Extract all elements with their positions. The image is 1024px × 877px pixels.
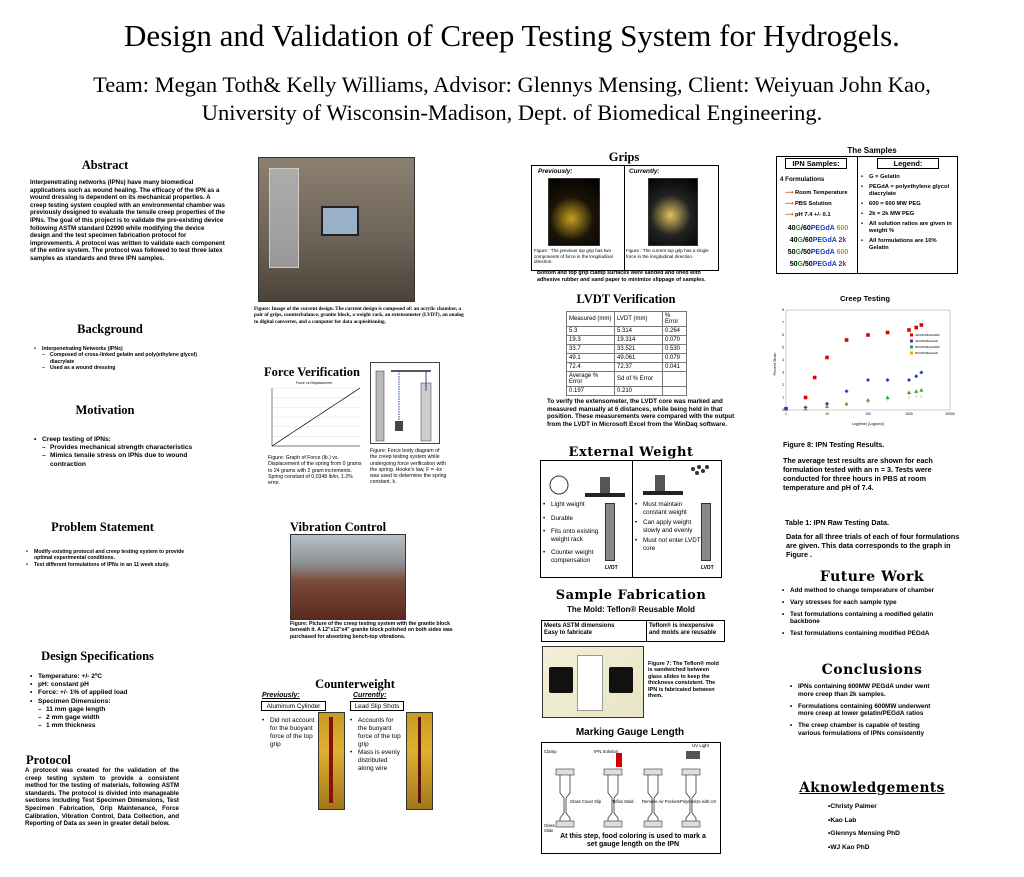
- table-row: 0.197 0.210: [567, 387, 687, 396]
- vibration-heading: Vibration Control: [289, 520, 387, 534]
- glass-slide-label: Glass Slide: [544, 823, 555, 833]
- conditions-list: ⟶ Room Temperature ⟶ PBS Solution ⟶ pH 7.4 +/- 0.1: [785, 190, 848, 218]
- list-item: • Mass is evenly distributed along wire: [350, 749, 404, 773]
- list-item: •Christy Palmer: [828, 803, 877, 810]
- lvdt-core-icon: [701, 503, 711, 561]
- gauge-diagram: [541, 742, 721, 854]
- legend-swatch: [910, 346, 913, 349]
- creep-chart-svg: [772, 304, 957, 429]
- list-item: • IPNs containing 600MW PEGdA under went more creep than 2k samples.: [790, 683, 940, 699]
- acknowledgements-heading: Aknowledgements: [799, 780, 945, 796]
- creep-xlabel: Log(time) (Log(sec)): [851, 422, 885, 426]
- list-item: – Provides mechanical strength characteristics: [42, 444, 209, 452]
- problem-list: [26, 549, 186, 568]
- glass-cover-slip-label: Glass Cover Slip: [570, 799, 602, 804]
- data-point: ×: [914, 393, 918, 399]
- lvdt-core-icon: [605, 503, 615, 561]
- legend-swatch: [910, 340, 913, 343]
- list-item: • Did not account for the buoyant force of the top grip: [262, 717, 316, 749]
- formulations-label: 4 Formulations: [780, 176, 825, 183]
- table-row: 5.3 5.314 0.264: [567, 327, 687, 336]
- list-item: • Vary stresses for each sample type: [782, 599, 960, 607]
- binder-clip-icon: [609, 667, 633, 693]
- table-header-cell: Measured (mm): [567, 312, 615, 327]
- formula-item: 40G/60PEGdA 2k: [789, 237, 847, 244]
- y-tick-label: 5: [782, 345, 784, 350]
- remove-air-label: Remove Air Pockets: [642, 799, 680, 804]
- x-tick-label: 10000: [945, 412, 955, 416]
- arrow-right-icon: ⟶: [785, 212, 794, 218]
- lvdt-label-right: LVDT: [701, 565, 714, 571]
- list-item: • Must not enter LVDT core: [635, 537, 701, 552]
- data-point: [920, 323, 924, 327]
- y-tick-label: 4: [782, 358, 784, 363]
- background-heading: Background: [77, 322, 143, 336]
- list-item: •Kao Lab: [828, 816, 857, 824]
- list-item: • Light weight: [543, 501, 605, 509]
- lead-counterweight-photo: [406, 712, 433, 810]
- list-item: • Formulations containing 600MW underwent more creep at lower gelatin/PEGdA ratios: [790, 703, 940, 719]
- lead-slip-shots-box: Lead Slip Shots: [350, 701, 404, 711]
- formula-list: [781, 223, 855, 271]
- table-row: Average % Error Sd of % Error: [567, 372, 687, 387]
- motivation-list: [34, 436, 209, 469]
- data-point: [919, 371, 923, 375]
- background-list: [34, 346, 209, 371]
- grips-heading: Grips: [608, 150, 640, 164]
- data-point: ×: [845, 402, 848, 408]
- grips-curr-label: Currently:: [629, 168, 660, 175]
- list-item: • 2k = 2k MW PEG: [861, 211, 957, 218]
- y-tick-label: 0: [782, 408, 784, 413]
- force-chart: [262, 378, 366, 453]
- list-item: – Used as a wound dressing: [42, 365, 209, 371]
- list-item: • Fits onto existing weight rack: [543, 528, 605, 543]
- poster-title: Design and Validation of Creep Testing System for Hydrogels.: [124, 18, 900, 53]
- list-item: • Accounts for the buoyant force of the top grip: [350, 717, 404, 749]
- acknowledgements-list: [828, 800, 948, 854]
- counterweight-prev-label: Previously:: [262, 692, 300, 699]
- y-tick-label: 3: [782, 370, 784, 375]
- y-tick-label: 6: [782, 333, 784, 338]
- list-item: • PEGdA = polyethylene glycol diacrylate: [861, 184, 957, 198]
- x-tick-label: 1000: [905, 412, 913, 416]
- creep-heading: Creep Testing: [839, 294, 891, 303]
- data-point: ×: [825, 405, 829, 410]
- counterweight-prev-list: [262, 717, 316, 749]
- teflon-mold-photo: [542, 646, 644, 718]
- uv-light-label: UV Light: [692, 743, 709, 748]
- list-item: • Test different formulations of IPNs in an 11 week study.: [26, 562, 186, 568]
- list-item: • G = Gelatin: [861, 174, 957, 181]
- grips-curr-caption: Figure : The current top grip has a single force in the longitudinal direction.: [626, 248, 709, 259]
- y-tick-label: 7: [782, 320, 784, 325]
- list-item: • 600 = 600 MW PEG: [861, 201, 957, 208]
- list-item: – 2 mm gage width: [38, 714, 200, 722]
- current-grip-photo: [648, 178, 698, 246]
- list-item: • Modify existing protocol and creep testing system to provide optimal experimental conditions.: [26, 549, 186, 562]
- binder-clip-icon: [549, 667, 573, 693]
- list-item: • Must maintain constant weight: [635, 501, 701, 516]
- granite-block-photo: [290, 534, 406, 620]
- formula-item: 40G/60PEGdA 600: [787, 225, 849, 232]
- grips-prev-caption: Figure : The previous top grip has two components of force in the longitudinal direction.: [534, 248, 613, 265]
- data-point: ×: [866, 400, 870, 405]
- previous-grip-photo: [548, 178, 600, 246]
- polymerize-label: Polymerize with UV: [680, 799, 717, 804]
- data-point: ×: [804, 406, 807, 412]
- lvdt-table: [566, 311, 687, 396]
- data-point: [907, 378, 911, 382]
- table-row: 33.7 33.521 0.530: [567, 345, 687, 354]
- list-item: – Composed of cross-linked gelatin and poly(ethylene glycol) diacrylate: [42, 352, 209, 365]
- data-point: [914, 326, 918, 330]
- list-item: – 1 mm thickness: [38, 722, 200, 730]
- list-item: • Test formulations containing modified PEGdA: [782, 630, 960, 638]
- protocol-heading: Protocol: [26, 753, 71, 767]
- list-item: • Interpenetrating Networks (IPNs): [34, 346, 209, 352]
- creep-fig-caption: Figure 8: IPN Testing Results.: [783, 440, 885, 449]
- abstract-text: Interpenetrating networks (IPNs) have many biomedical applications such as wound healing. The efficacy of the IPN as a wound dressing is dependent on its mechanical properties. A creep testing system coupled with an environmental chamber was previously designed to evaluate the tensile creep properties of the IPNs. The goal of this project is to validate the pre-existing device following ASTM standard D2990 while modifying the device design and the test specimen fabrication protocol for improvements. A protocol was written to validate each component of the entire system. The protocol was followed to test three latex samples as standards and three IPN samples.: [30, 179, 225, 262]
- table-header-row: [567, 312, 687, 327]
- abstract-heading: Abstract: [81, 158, 129, 172]
- grips-note: Bottom and top grip clamp surfaces were sanded and lined with adhesive rubber and sand paper to minimize slippage of samples.: [537, 270, 706, 283]
- computer-monitor-icon: [321, 206, 359, 236]
- list-item: • Can apply weight slowly and evenly: [635, 519, 701, 534]
- fabrication-caption: Figure 7: The Teflon® mold is sandwiched between glass slides to keep the thickness consistent. The IPN is fabricated between them.: [648, 661, 719, 700]
- data-point: [907, 328, 911, 332]
- arrow-right-icon: ⟶: [785, 201, 794, 207]
- lvdt-text: To verify the extensometer, the LVDT core was marked and measured manually at 6 distances, while being held in that position. These measurements were compared with the output from the LVDT in Microsoft Excel from the WinDaq software.: [547, 398, 735, 428]
- legend-label: 50G/50PEGdA600: [915, 345, 940, 349]
- teflon-mold-label: Teflon Mold: [612, 799, 634, 804]
- protocol-text: A protocol was created for the validation of the creep testing system to provide a consistent method for the testing of materials, following ASTM standards. The protocol is divided into manageable sections including Test Specimen Dimensions, Test Specimen Fabrication, Grip Maintenance, Force Calibration, Vibration Control, Data Collection, and Reporting of Data as seen in greater detail below.: [25, 767, 179, 828]
- creep-text: The average test results are shown for each formulation tested with an n = 3. Tests were conducted for three hours in PBS at room temperature and pH of 7.4.: [783, 456, 933, 492]
- data-point: [907, 391, 911, 395]
- vibration-caption: Figure: Picture of the creep testing system with the granite block beneath it. A 12"x12"x4" granite block polished on both sides was purchased for absorbing bench-top vibrations.: [290, 621, 453, 640]
- legend-swatch: [910, 352, 913, 355]
- plot-area: [786, 310, 950, 410]
- list-item: • Durable: [543, 515, 605, 523]
- force-chart-title: Force vs Displacement: [295, 381, 333, 385]
- list-item: • The creep chamber is capable of testing various formulations of IPNs consistently: [790, 722, 940, 738]
- gauge-heading: Marking Gauge Length: [575, 727, 685, 738]
- aluminum-cylinder-box: Aluminum Cylinder: [261, 701, 326, 711]
- list-item: •Glennys Mensing PhD: [828, 830, 900, 837]
- external-weight-heading: External Weight: [568, 445, 694, 460]
- counterweight-curr-list: [350, 717, 404, 773]
- y-tick-label: 8: [782, 308, 784, 313]
- data-point: [866, 333, 870, 337]
- conclusions-list: [790, 683, 940, 738]
- fabrication-subheading: The Mold: Teflon® Reusable Mold: [567, 605, 695, 614]
- external-weight-box: [540, 460, 722, 578]
- y-tick-label: 1: [782, 395, 784, 400]
- table-row: 72.4 72.37 0.041: [567, 363, 687, 372]
- force-heading: Force Verification: [264, 365, 360, 379]
- legend-list: [861, 174, 957, 252]
- force-chart-svg: [262, 378, 366, 453]
- legend-label: 50G/50PEGdA2k: [915, 351, 939, 355]
- design-photo: [258, 157, 415, 302]
- data-point: ×: [920, 393, 923, 399]
- team-line: Team: Megan Toth& Kelly Williams, Advisor: Glennys Mensing, Client: Weiyuan John Kao,: [93, 72, 931, 97]
- data-point: [825, 356, 829, 360]
- list-item: – 11 mm gage length: [38, 706, 200, 714]
- formula-item: 50G/50PEGdA 600: [787, 249, 849, 256]
- list-item: • Counter weight compensation: [543, 549, 605, 564]
- lvdt-heading: LVDT Verification: [576, 292, 676, 306]
- legend-label: 40G/60PEGdA600: [915, 333, 940, 337]
- y-tick-label: 2: [782, 383, 784, 388]
- list-item: – Mimics tensile stress on IPNs due to wound contraction: [42, 452, 209, 468]
- external-left-list: [543, 501, 605, 565]
- creep-table-caption: Table 1: IPN Raw Testing Data.: [785, 518, 889, 527]
- arrow-right-icon: ⟶: [785, 190, 794, 196]
- counterweight-curr-label: Currently:: [353, 692, 387, 699]
- future-work-heading: Future Work: [819, 569, 925, 585]
- weight-rack-diagram: [545, 463, 629, 501]
- list-item: • All formulations are 10% Gelatin: [861, 238, 957, 252]
- force-body-diagram: [370, 362, 440, 444]
- acrylic-chamber-icon: [269, 168, 299, 268]
- fabrication-box: [541, 620, 725, 642]
- data-point: ×: [907, 395, 911, 400]
- lvdt-label-left: LVDT: [605, 565, 618, 571]
- data-point: [919, 388, 923, 392]
- data-point: [886, 378, 890, 382]
- design-caption: Figure: Image of the current design. The current design is composed of: an acrylic chamber, a pair of grips, counterbalance, granite block, a weight rack, an extensometer (LVDT), an analog to digital converter, and a computer for data acquisitioning.: [254, 306, 464, 325]
- sample-fabrication-heading: Sample Fabrication: [555, 588, 707, 603]
- x-tick-label: 100: [865, 412, 871, 416]
- list-item: • Creep testing of IPNs:: [34, 436, 209, 444]
- ipn-solution-label: IPN Solution: [594, 749, 619, 754]
- grips-box: [531, 165, 719, 271]
- force-caption-1: Figure: Graph of Force (lb.) vs. Displacement of the spring from 0 grams to 24 grams with 2 gram increments. Spring constant of 0.0348 lb/in, 1.2% error.: [268, 455, 362, 487]
- lead-shot-diagram: [637, 461, 721, 501]
- specs-list: [30, 673, 200, 730]
- data-point: [813, 376, 817, 380]
- data-point: [845, 338, 849, 342]
- table-row: 19.3 19.314 0.070: [567, 336, 687, 345]
- clamp-label: Clamp: [544, 749, 557, 754]
- data-point: [914, 374, 918, 378]
- fabrication-left-list: Meets ASTM dimensions Easy to fabricate: [544, 623, 615, 637]
- table-header-cell: % Error: [663, 312, 687, 327]
- fabrication-right-text: Teflon® is inexpensive and molds are reusable: [649, 623, 717, 637]
- table-header-cell: LVDT (mm): [615, 312, 663, 327]
- data-point: [845, 389, 849, 393]
- list-item: • pH: constant pH: [30, 681, 200, 689]
- creep-chart: [772, 304, 957, 429]
- table-row: 49.1 49.061 0.079: [567, 354, 687, 363]
- list-item: • Temperature: +/- 2ºC: [30, 673, 200, 681]
- data-point: [914, 389, 918, 393]
- specs-heading: Design Specifications: [41, 649, 154, 663]
- legend-swatch: [910, 334, 913, 337]
- legend-label: 40G/60PEGdA2k: [915, 339, 939, 343]
- conclusions-heading: Conclusions: [821, 662, 923, 678]
- creep-ylabel: Percent Strain: [773, 352, 777, 376]
- counterweight-heading: Counterweight: [315, 677, 395, 691]
- x-tick-label: 10: [825, 412, 829, 416]
- grips-prev-label: Previously:: [538, 168, 573, 175]
- ipn-samples-header: IPN Samples:: [785, 158, 847, 169]
- creep-table-text: Data for all three trials of each of four formulations are given. This data corresponds to the graph in Figure .: [786, 532, 960, 559]
- x-tick-label: 1: [785, 412, 787, 416]
- data-point: [886, 331, 890, 335]
- data-point: ×: [886, 397, 889, 403]
- motivation-heading: Motivation: [75, 403, 135, 417]
- samples-box: [776, 156, 958, 274]
- list-item: • Add method to change temperature of chamber: [782, 587, 960, 595]
- problem-heading: Problem Statement: [51, 520, 154, 534]
- list-item: •WJ Kao PhD: [828, 843, 870, 851]
- affiliation-line: University of Wisconsin-Madison, Dept. of Biomedical Engineering.: [201, 100, 823, 125]
- gauge-caption: At this step, food coloring is used to mark a set gauge length on the IPN: [560, 833, 706, 849]
- future-work-list: [782, 587, 960, 638]
- legend-header: Legend:: [877, 158, 939, 169]
- list-item: • All solution ratios are given in weight %: [861, 221, 957, 235]
- aluminum-counterweight-photo: [318, 712, 345, 810]
- list-item: • Specimen Dimensions:: [30, 698, 200, 706]
- force-caption-2: Figure: Force body diagram of the creep testing system while undergoing force verification with the spring. Hooke's law, F = -kx was used to determine the spring constant, k.: [370, 448, 447, 486]
- data-point: [866, 378, 870, 382]
- data-point: [804, 396, 808, 400]
- formula-item: 50G/50PEGdA 2k: [789, 261, 847, 268]
- external-right-list: [635, 501, 701, 553]
- samples-heading: The Samples: [847, 146, 897, 155]
- list-item: • Force: +/- 1% of applied load: [30, 689, 200, 697]
- list-item: • Test formulations containing a modified gelatin backbone: [782, 611, 960, 627]
